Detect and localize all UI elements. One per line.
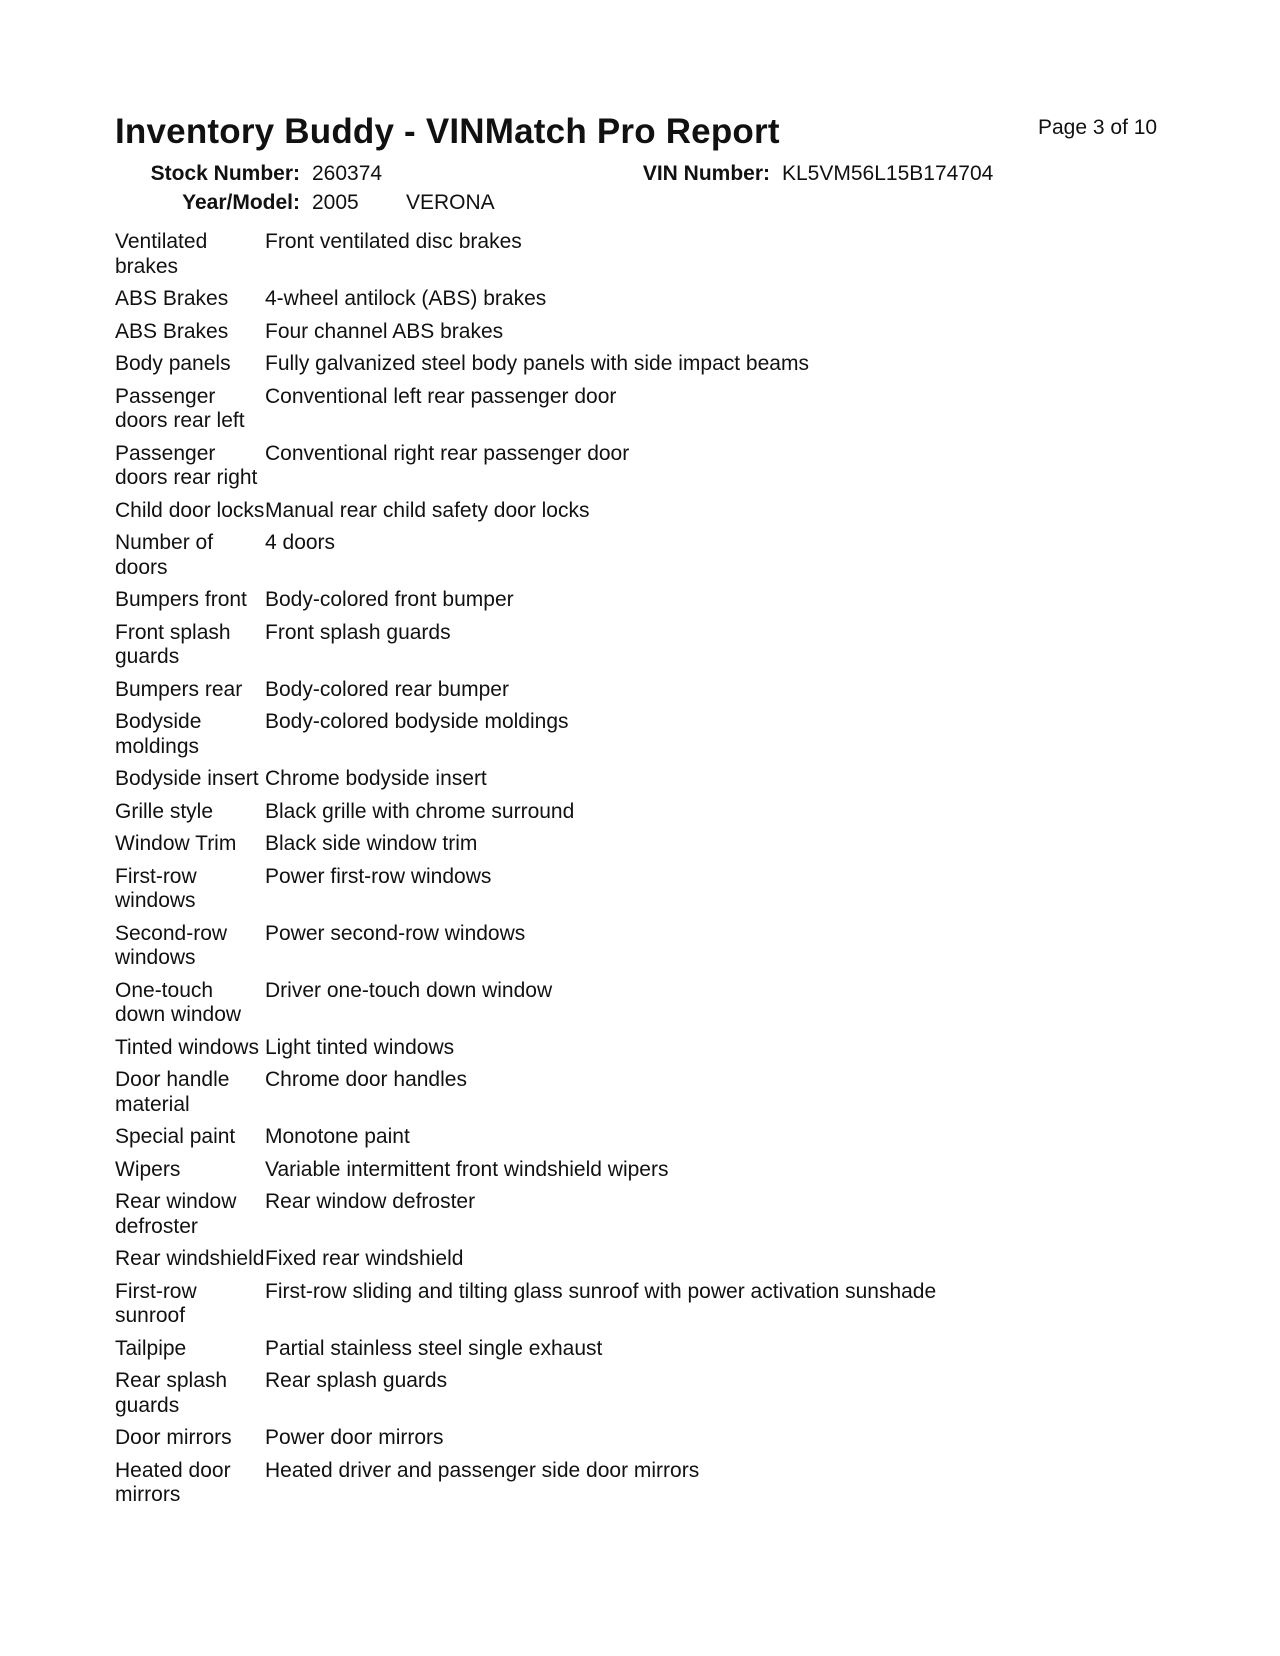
feature-description: Front ventilated disc brakes <box>265 230 522 253</box>
feature-row <box>115 499 1175 524</box>
feature-row <box>115 1190 1175 1239</box>
feature-row <box>115 1459 1175 1508</box>
feature-description: Conventional right rear passenger door <box>265 441 630 465</box>
feature-name: Tailpipe <box>115 1336 187 1360</box>
feature-name: Number of doors <box>115 531 214 579</box>
feature-description: Black grille with chrome surround <box>265 799 575 823</box>
feature-name: Grille style <box>115 799 214 823</box>
feature-row <box>115 1247 1175 1272</box>
feature-name: Bumpers front <box>115 588 247 611</box>
feature-description: Conventional left rear passenger door <box>265 384 617 408</box>
feature-name: Door handle material <box>115 1068 230 1116</box>
vin-number-value: KL5VM56L15B174704 <box>782 162 994 185</box>
feature-name: Bumpers rear <box>115 677 243 701</box>
feature-name: Second-row windows <box>115 921 228 969</box>
feature-description: Heated driver and passenger side door mirrors <box>265 1458 700 1482</box>
feature-row <box>115 320 1175 345</box>
feature-row <box>115 531 1175 580</box>
feature-name: Window Trim <box>115 832 237 855</box>
feature-description: Rear splash guards <box>265 1369 448 1392</box>
feature-row <box>115 442 1175 491</box>
feature-description: 4 doors <box>265 531 336 554</box>
feature-description: Four channel ABS brakes <box>265 319 504 343</box>
feature-description: Fixed rear windshield <box>265 1247 464 1270</box>
feature-row <box>115 710 1175 759</box>
feature-row <box>115 1158 1175 1183</box>
feature-description: Manual rear child safety door locks <box>265 498 590 522</box>
feature-name: ABS Brakes <box>115 319 229 343</box>
feature-name: Wipers <box>115 1157 181 1181</box>
feature-list <box>115 230 1175 1516</box>
feature-row <box>115 1036 1175 1061</box>
feature-description: Variable intermittent front windshield wipers <box>265 1157 669 1181</box>
feature-row <box>115 1426 1175 1451</box>
feature-row <box>115 922 1175 971</box>
feature-name: First-row sunroof <box>115 1279 197 1327</box>
feature-name: Rear splash guards <box>115 1369 228 1417</box>
feature-name: ABS Brakes <box>115 287 229 310</box>
feature-name: Child door locks <box>115 498 265 522</box>
feature-name: First-row windows <box>115 864 197 912</box>
feature-name: Door mirrors <box>115 1426 232 1449</box>
feature-name: Rear windshield <box>115 1247 265 1270</box>
feature-description: First-row sliding and tilting glass sunroof with power activation sunshade <box>265 1279 937 1303</box>
feature-description: 4-wheel antilock (ABS) brakes <box>265 287 547 310</box>
year-model-label: Year/Model: <box>182 191 300 214</box>
feature-row <box>115 352 1175 377</box>
feature-name: Body panels <box>115 352 231 375</box>
stock-number-value: 260374 <box>312 162 383 185</box>
feature-row <box>115 621 1175 670</box>
feature-description: Black side window trim <box>265 832 478 855</box>
feature-name: Rear window defroster <box>115 1190 237 1238</box>
feature-row <box>115 832 1175 857</box>
feature-row <box>115 1337 1175 1362</box>
feature-description: Fully galvanized steel body panels with side impact beams <box>265 352 809 375</box>
feature-name: Front splash guards <box>115 620 231 668</box>
feature-row <box>115 287 1175 312</box>
feature-description: Driver one-touch down window <box>265 978 553 1002</box>
feature-name: One-touch down window <box>115 978 242 1026</box>
feature-row <box>115 588 1175 613</box>
feature-name: Heated door mirrors <box>115 1458 231 1506</box>
feature-row <box>115 1125 1175 1150</box>
feature-row <box>115 385 1175 434</box>
vin-number-label: VIN Number: <box>642 162 770 185</box>
feature-description: Chrome door handles <box>265 1068 467 1091</box>
feature-name: Tinted windows <box>115 1035 259 1059</box>
feature-description: Power door mirrors <box>265 1426 444 1449</box>
feature-row <box>115 230 1175 279</box>
feature-description: Monotone paint <box>265 1125 410 1148</box>
feature-row <box>115 865 1175 914</box>
feature-row <box>115 1369 1175 1418</box>
feature-description: Body-colored rear bumper <box>265 677 509 701</box>
feature-name: Passenger doors rear left <box>115 384 245 432</box>
page-number: Page 3 of 10 <box>1038 116 1158 139</box>
feature-description: Body-colored bodyside moldings <box>265 710 569 733</box>
feature-description: Body-colored front bumper <box>265 588 514 611</box>
feature-row <box>115 678 1175 703</box>
feature-description: Front splash guards <box>265 620 451 644</box>
feature-name: Bodyside insert <box>115 767 259 790</box>
feature-row <box>115 979 1175 1028</box>
feature-description: Partial stainless steel single exhaust <box>265 1336 603 1360</box>
feature-row <box>115 767 1175 792</box>
feature-row <box>115 1280 1175 1329</box>
feature-description: Power first-row windows <box>265 864 492 888</box>
feature-description: Power second-row windows <box>265 921 526 945</box>
year-value: 2005 <box>312 191 359 214</box>
feature-name: Ventilated brakes <box>115 230 208 278</box>
feature-row <box>115 1068 1175 1117</box>
feature-name: Passenger doors rear right <box>115 441 258 489</box>
feature-name: Special paint <box>115 1125 236 1148</box>
feature-description: Chrome bodyside insert <box>265 767 487 790</box>
feature-name: Bodyside moldings <box>115 710 202 758</box>
feature-description: Light tinted windows <box>265 1035 455 1059</box>
stock-number-label: Stock Number: <box>150 162 300 185</box>
model-value: VERONA <box>406 191 495 214</box>
feature-row <box>115 800 1175 825</box>
feature-description: Rear window defroster <box>265 1190 476 1213</box>
report-title: Inventory Buddy - VINMatch Pro Report <box>115 112 780 151</box>
